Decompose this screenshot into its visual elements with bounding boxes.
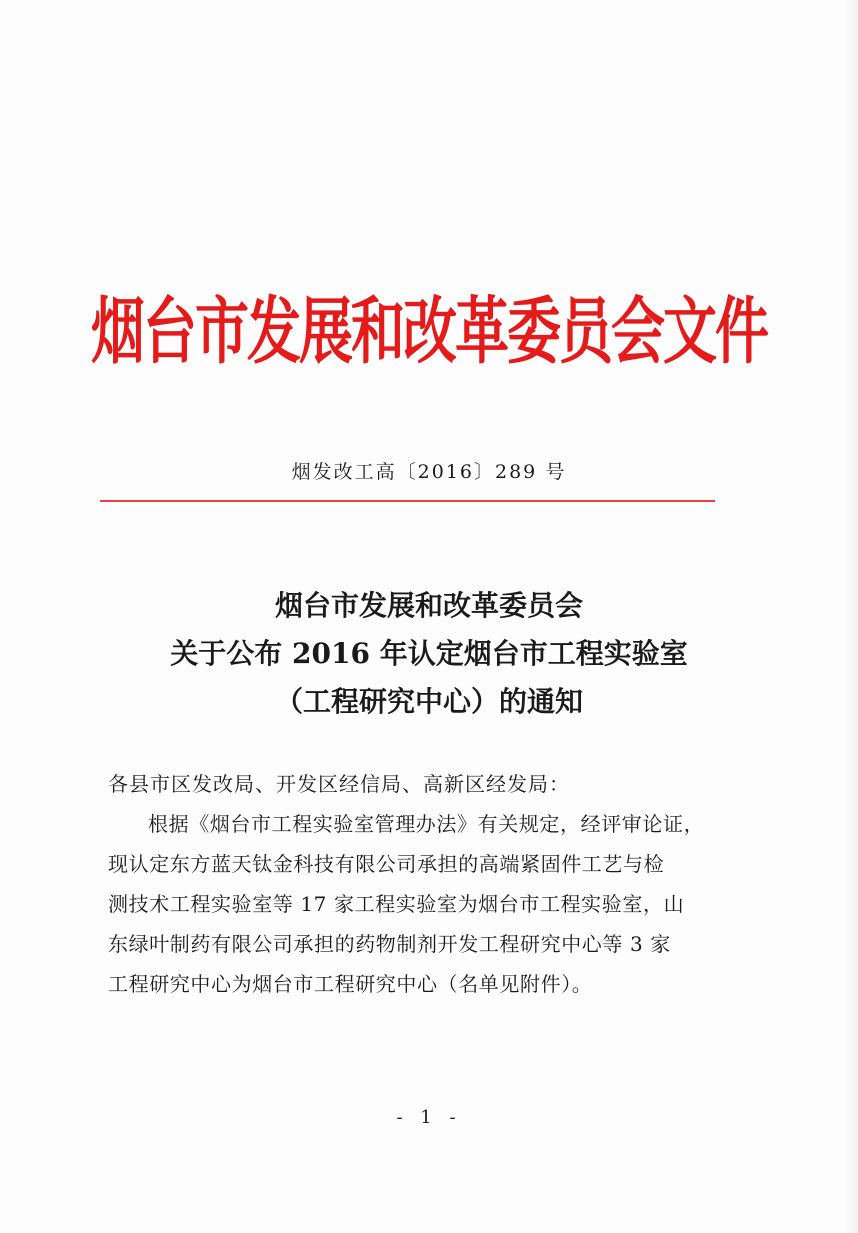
document-header-title: 烟台市发展和改革委员会文件: [91, 288, 767, 374]
notice-title: [0, 582, 858, 726]
notice-body: [108, 764, 720, 1004]
notice-title-line-2: 关于公布 2016 年认定烟台市工程实验室: [170, 637, 688, 670]
document-number: 烟发改工高〔2016〕289 号: [291, 461, 567, 483]
header-divider: [100, 500, 715, 502]
paragraph-line-4: 东绿叶制药有限公司承担的药物制剂开发工程研究中心等 3 家: [108, 932, 671, 956]
salutation: 各县市区发改局、开发区经信局、高新区经发局：: [108, 772, 570, 796]
notice-title-line-1: 烟台市发展和改革委员会: [274, 589, 583, 622]
page-number: - 1 -: [396, 1107, 462, 1128]
paragraph-line-2: 现认定东方蓝天钛金科技有限公司承担的高端紧固件工艺与检: [108, 852, 665, 876]
paragraph-line-5: 工程研究中心为烟台市工程研究中心（名单见附件）。: [108, 972, 593, 996]
notice-title-line-3: （工程研究中心）的通知: [274, 685, 583, 718]
paragraph-line-1: 根据《烟台市工程实验室管理办法》有关规定，经评审论证，: [148, 812, 705, 836]
paragraph-line-3: 测技术工程实验室等 17 家工程实验室为烟台市工程实验室，山: [108, 892, 685, 916]
